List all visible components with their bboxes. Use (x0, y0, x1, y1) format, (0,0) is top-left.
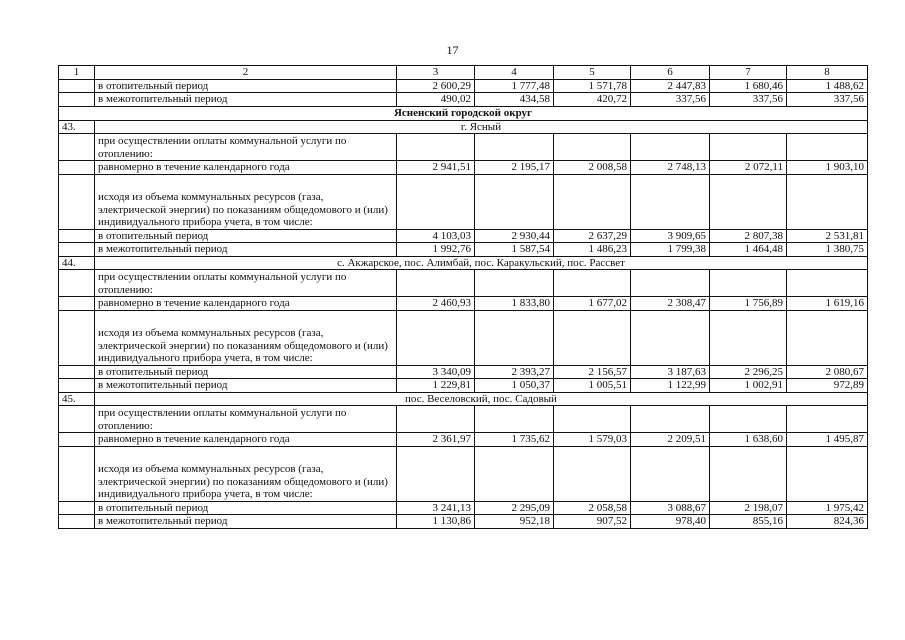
section-number: 44. (59, 256, 95, 270)
row-label: равномерно в течение календарного года (95, 297, 397, 311)
table-row (59, 229, 868, 243)
value-cell: 1 488,62 (787, 79, 868, 93)
table-body (59, 66, 868, 529)
row-number-cell (59, 79, 95, 93)
empty-cell (554, 134, 631, 161)
value-cell: 1 975,42 (787, 501, 868, 515)
value-cell: 2 295,09 (475, 501, 554, 515)
value-cell: 1 380,75 (787, 243, 868, 257)
table-row (59, 406, 868, 433)
table-row (59, 161, 868, 175)
column-header: 4 (475, 66, 554, 80)
value-cell: 337,56 (710, 93, 787, 107)
table-row (59, 515, 868, 529)
column-header: 6 (631, 66, 710, 80)
empty-cell (397, 134, 475, 161)
section-number: 45. (59, 392, 95, 406)
locality-title: г. Ясный (95, 120, 868, 134)
table-row (59, 365, 868, 379)
row-label: в межотопительный период (95, 515, 397, 529)
section-number: 43. (59, 120, 95, 134)
empty-cell (59, 229, 95, 243)
value-cell: 3 187,63 (631, 365, 710, 379)
value-cell: 1 571,78 (554, 79, 631, 93)
section-row (59, 392, 868, 406)
section-row (59, 120, 868, 134)
value-cell: 2 600,29 (397, 79, 475, 93)
empty-cell (397, 406, 475, 433)
empty-cell (554, 310, 631, 365)
row-label: исходя из объема коммунальных ресурсов (газа, электрической энергии) по показаниям общедомового и (или) индивидуального прибора учета, в том числе: (95, 310, 397, 365)
district-row (59, 106, 868, 120)
empty-cell (787, 134, 868, 161)
row-label: в отопительный период (95, 365, 397, 379)
value-cell: 2 072,11 (710, 161, 787, 175)
table-row (59, 174, 868, 229)
empty-cell (631, 270, 710, 297)
table-row (59, 93, 868, 107)
empty-cell (631, 134, 710, 161)
empty-cell (59, 174, 95, 229)
value-cell: 1 756,89 (710, 297, 787, 311)
value-cell: 2 296,25 (710, 365, 787, 379)
table-row (59, 270, 868, 297)
locality-title: с. Акжарское, пос. Алимбай, пос. Каракульский, пос. Рассвет (95, 256, 868, 270)
empty-cell (59, 515, 95, 529)
table-row (59, 297, 868, 311)
value-cell: 907,52 (554, 515, 631, 529)
empty-cell (59, 379, 95, 393)
column-header: 7 (710, 66, 787, 80)
value-cell: 2 080,67 (787, 365, 868, 379)
value-cell: 2 930,44 (475, 229, 554, 243)
empty-cell (59, 161, 95, 175)
empty-cell (787, 310, 868, 365)
value-cell: 1 680,46 (710, 79, 787, 93)
value-cell: 978,40 (631, 515, 710, 529)
empty-cell (59, 433, 95, 447)
empty-cell (475, 406, 554, 433)
column-header: 8 (787, 66, 868, 80)
empty-cell (631, 446, 710, 501)
empty-cell (475, 446, 554, 501)
empty-cell (59, 365, 95, 379)
empty-cell (59, 501, 95, 515)
value-cell: 1 992,76 (397, 243, 475, 257)
empty-cell (710, 270, 787, 297)
value-cell: 2 941,51 (397, 161, 475, 175)
value-cell: 1 005,51 (554, 379, 631, 393)
value-cell: 337,56 (787, 93, 868, 107)
value-cell: 1 903,10 (787, 161, 868, 175)
value-cell: 824,36 (787, 515, 868, 529)
row-label: в отопительный период (95, 501, 397, 515)
column-header: 1 (59, 66, 95, 80)
value-cell: 1 486,23 (554, 243, 631, 257)
value-cell: 2 058,58 (554, 501, 631, 515)
empty-cell (710, 174, 787, 229)
value-cell: 2 807,38 (710, 229, 787, 243)
value-cell: 1 229,81 (397, 379, 475, 393)
empty-cell (59, 270, 95, 297)
row-label: при осуществлении оплаты коммунальной услуги по отоплению: (95, 270, 397, 297)
row-label: равномерно в течение календарного года (95, 433, 397, 447)
value-cell: 972,89 (787, 379, 868, 393)
row-label: в межотопительный период (95, 243, 397, 257)
empty-cell (787, 270, 868, 297)
table-row (59, 501, 868, 515)
value-cell: 490,02 (397, 93, 475, 107)
value-cell: 2 531,81 (787, 229, 868, 243)
value-cell: 2 393,27 (475, 365, 554, 379)
value-cell: 337,56 (631, 93, 710, 107)
empty-cell (631, 310, 710, 365)
empty-cell (710, 310, 787, 365)
value-cell: 1 122,99 (631, 379, 710, 393)
value-cell: 2 209,51 (631, 433, 710, 447)
empty-cell (710, 406, 787, 433)
value-cell: 1 495,87 (787, 433, 868, 447)
empty-cell (554, 406, 631, 433)
empty-cell (710, 134, 787, 161)
empty-cell (59, 406, 95, 433)
empty-cell (397, 270, 475, 297)
empty-cell (787, 174, 868, 229)
column-header: 2 (95, 66, 397, 80)
value-cell: 2 447,83 (631, 79, 710, 93)
value-cell: 4 103,03 (397, 229, 475, 243)
value-cell: 1 777,48 (475, 79, 554, 93)
value-cell: 1 587,54 (475, 243, 554, 257)
row-number-cell (59, 93, 95, 107)
row-label: исходя из объема коммунальных ресурсов (газа, электрической энергии) по показаниям общедомового и (или) индивидуального прибора учета, в том числе: (95, 446, 397, 501)
empty-cell (475, 174, 554, 229)
table-row (59, 433, 868, 447)
empty-cell (397, 174, 475, 229)
tariff-table (58, 65, 868, 529)
value-cell: 1 619,16 (787, 297, 868, 311)
table-row (59, 79, 868, 93)
value-cell: 2 195,17 (475, 161, 554, 175)
page-number: 17 (446, 43, 459, 57)
empty-cell (787, 406, 868, 433)
value-cell: 1 130,86 (397, 515, 475, 529)
value-cell: 434,58 (475, 93, 554, 107)
empty-cell (59, 310, 95, 365)
empty-cell (787, 446, 868, 501)
value-cell: 952,18 (475, 515, 554, 529)
empty-cell (554, 446, 631, 501)
empty-cell (554, 174, 631, 229)
column-header: 5 (554, 66, 631, 80)
value-cell: 3 909,65 (631, 229, 710, 243)
table-row (59, 379, 868, 393)
empty-cell (59, 297, 95, 311)
empty-cell (554, 270, 631, 297)
value-cell: 1 799,38 (631, 243, 710, 257)
empty-cell (475, 310, 554, 365)
empty-cell (59, 134, 95, 161)
empty-cell (475, 134, 554, 161)
value-cell: 1 002,91 (710, 379, 787, 393)
table-row (59, 243, 868, 257)
value-cell: 3 241,13 (397, 501, 475, 515)
value-cell: 2 748,13 (631, 161, 710, 175)
value-cell: 2 308,47 (631, 297, 710, 311)
section-row (59, 256, 868, 270)
value-cell: 1 833,80 (475, 297, 554, 311)
value-cell: 3 340,09 (397, 365, 475, 379)
empty-cell (397, 310, 475, 365)
empty-cell (397, 446, 475, 501)
value-cell: 1 464,48 (710, 243, 787, 257)
value-cell: 2 008,58 (554, 161, 631, 175)
row-label: исходя из объема коммунальных ресурсов (газа, электрической энергии) по показаниям общедомового и (или) индивидуального прибора учета, в том числе: (95, 174, 397, 229)
empty-cell (710, 446, 787, 501)
row-label: при осуществлении оплаты коммунальной услуги по отоплению: (95, 134, 397, 161)
value-cell: 855,16 (710, 515, 787, 529)
empty-cell (631, 174, 710, 229)
value-cell: 1 735,62 (475, 433, 554, 447)
value-cell: 2 460,93 (397, 297, 475, 311)
value-cell: 1 677,02 (554, 297, 631, 311)
empty-cell (59, 446, 95, 501)
row-label: при осуществлении оплаты коммунальной услуги по отоплению: (95, 406, 397, 433)
value-cell: 3 088,67 (631, 501, 710, 515)
row-label: равномерно в течение календарного года (95, 161, 397, 175)
value-cell: 420,72 (554, 93, 631, 107)
table-row (59, 134, 868, 161)
table-row (59, 446, 868, 501)
value-cell: 2 198,07 (710, 501, 787, 515)
row-label: в отопительный период (95, 79, 397, 93)
empty-cell (59, 243, 95, 257)
header-row (59, 66, 868, 80)
district-title: Ясненский городской округ (59, 106, 868, 120)
value-cell: 1 050,37 (475, 379, 554, 393)
value-cell: 2 156,57 (554, 365, 631, 379)
column-header: 3 (397, 66, 475, 80)
value-cell: 1 638,60 (710, 433, 787, 447)
value-cell: 2 637,29 (554, 229, 631, 243)
value-cell: 1 579,03 (554, 433, 631, 447)
value-cell: 2 361,97 (397, 433, 475, 447)
row-label: в межотопительный период (95, 379, 397, 393)
empty-cell (475, 270, 554, 297)
row-label: в межотопительный период (95, 93, 397, 107)
empty-cell (631, 406, 710, 433)
row-label: в отопительный период (95, 229, 397, 243)
table-row (59, 310, 868, 365)
locality-title: пос. Веселовский, пос. Садовый (95, 392, 868, 406)
